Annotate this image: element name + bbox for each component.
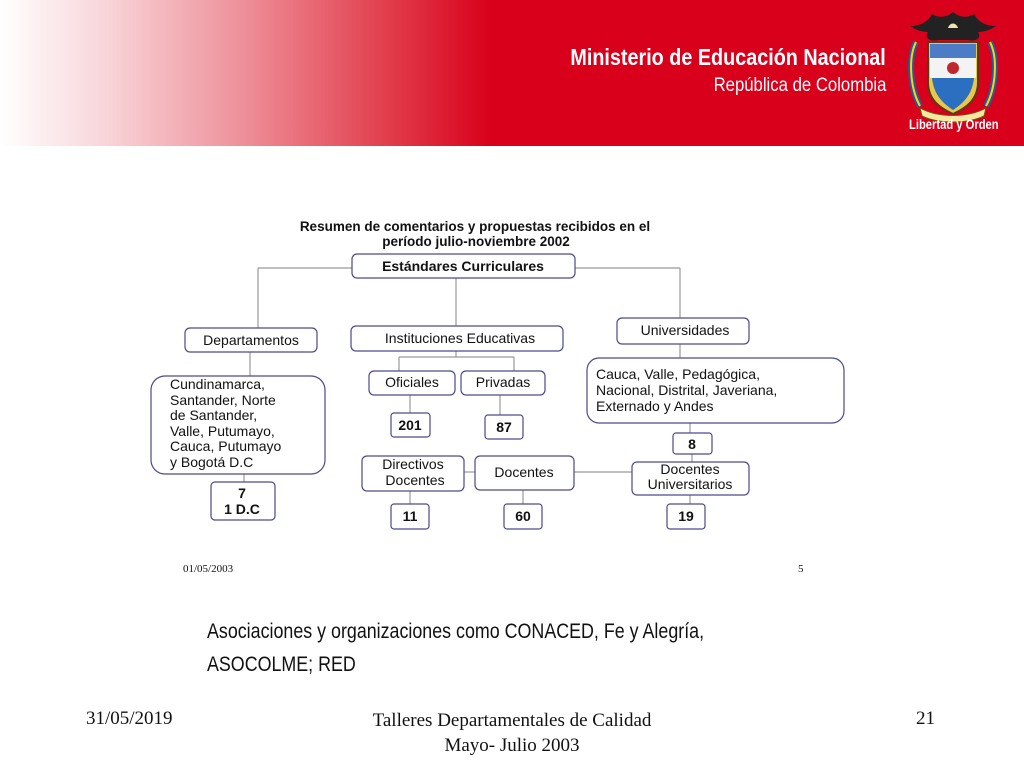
inner-slide-page: 5 [798, 563, 804, 575]
privadas-count: 87 [496, 419, 512, 435]
departamentos-list-item: de Santander, [170, 407, 258, 423]
diagram-title-line1: Resumen de comentarios y propuestas recibidos en el [299, 219, 651, 234]
universidades-count: 8 [688, 436, 696, 452]
footer-center-line2: Mayo- Julio 2003 [444, 735, 580, 756]
departamentos-count-line2: 1 D.C [224, 501, 260, 517]
universidades-list-item: Externado y Andes [596, 398, 714, 414]
oficiales-label: Oficiales [385, 374, 439, 390]
departamentos-list-item: Santander, Norte [170, 392, 276, 408]
oficiales-count: 201 [398, 417, 422, 433]
footer-date: 31/05/2019 [86, 708, 173, 729]
universidades-list-item: Cauca, Valle, Pedagógica, [596, 366, 760, 382]
motto-text: Libertad y Orden [909, 116, 999, 132]
root-label: Estándares Curriculares [382, 258, 544, 274]
departamentos-list-item: y Bogotá D.C [170, 454, 254, 470]
inner-slide-date: 01/05/2003 [183, 563, 234, 575]
departamentos-count-line1: 7 [238, 485, 246, 501]
footer-center-line1: Talleres Departamentales de Calidad [372, 710, 652, 731]
footer-center [312, 708, 712, 758]
universidades-list-item: Nacional, Distrital, Javeriana, [596, 382, 778, 398]
departamentos-list-item: Valle, Putumayo, [170, 423, 275, 439]
docentes-universitarios-line2: Universitarios [647, 476, 733, 492]
docentes-universitarios-count: 19 [678, 508, 694, 524]
directivos-label-line2: Docentes [385, 472, 445, 488]
departamentos-label: Departamentos [203, 332, 299, 348]
departamentos-list-item: Cundinamarca, [170, 376, 265, 392]
universidades-label: Universidades [640, 322, 730, 338]
directivos-label-line1: Directivos [382, 456, 444, 472]
footer-page-number: 21 [916, 708, 935, 729]
directivos-count: 11 [402, 508, 418, 524]
privadas-label: Privadas [475, 374, 531, 390]
ministry-subtitle: República de Colombia [713, 75, 886, 96]
instituciones-label: Instituciones Educativas [384, 330, 536, 346]
docentes-count: 60 [515, 508, 531, 524]
docentes-universitarios-line1: Docentes [660, 461, 720, 477]
caption-line1: Asociaciones y organizaciones como CONACED, Fe y Alegría, [207, 620, 705, 643]
ministry-name: Ministerio de Educación Nacional [570, 44, 886, 70]
docentes-label: Docentes [494, 464, 554, 480]
diagram-title-line2: período julio-noviembre 2002 [382, 234, 570, 249]
caption-line2: ASOCOLME; RED [207, 653, 356, 676]
departamentos-list-item: Cauca, Putumayo [170, 438, 282, 454]
